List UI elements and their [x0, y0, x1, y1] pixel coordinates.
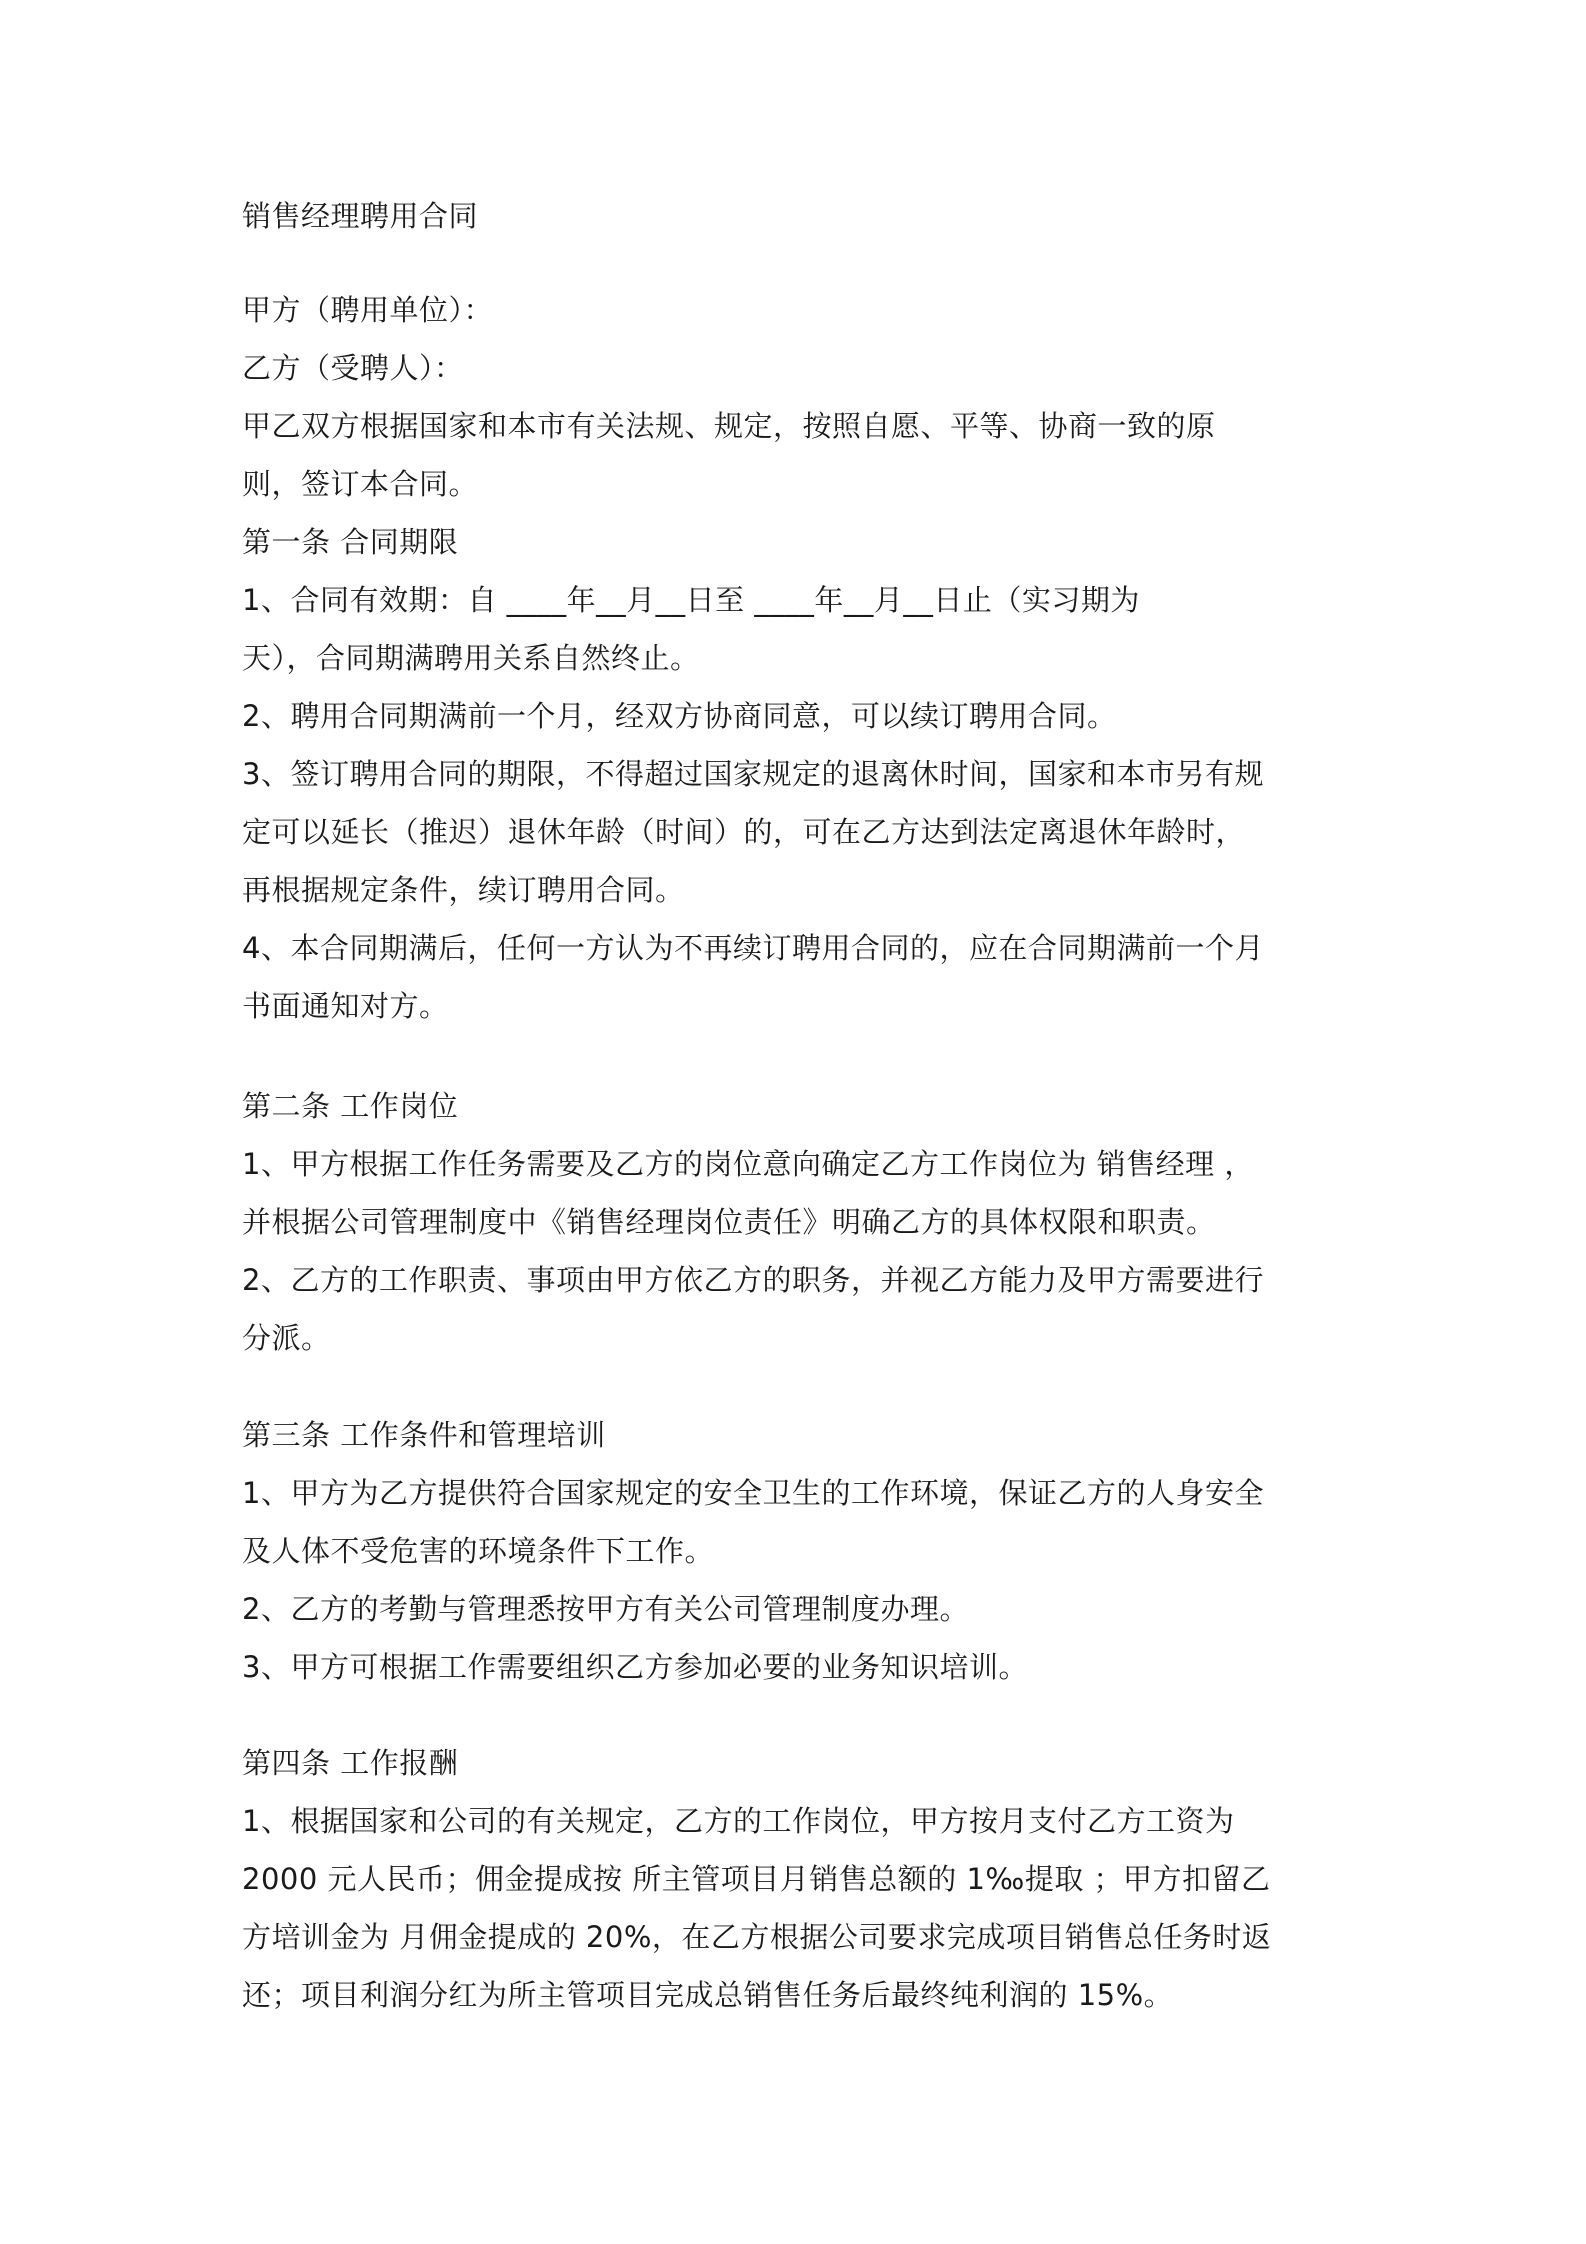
article-3-heading: 第三条 工作条件和管理培训	[242, 1418, 606, 1452]
article-4-item-1-line-2: 2000 元人民币；佣金提成按 所主管项目月销售总额的 1‰提取 ；甲方扣留乙	[242, 1862, 1271, 1896]
article-1-item-1-line-1: 1、合同有效期：自 ____年__月__日至 ____年__月__日止（实习期为	[242, 583, 1140, 617]
article-1-item-3-line-3: 再根据规定条件，续订聘用合同。	[242, 873, 685, 907]
article-2-item-2-line-2: 分派。	[242, 1321, 331, 1355]
article-4-item-1-line-3: 方培训金为 月佣金提成的 20%，在乙方根据公司要求完成项目销售总任务时返	[242, 1920, 1272, 1954]
article-2-item-1-line-2: 并根据公司管理制度中《销售经理岗位责任》明确乙方的具体权限和职责。	[242, 1205, 1216, 1239]
article-2-item-2-line-1: 2、乙方的工作职责、事项由甲方依乙方的职务，并视乙方能力及甲方需要进行	[242, 1263, 1264, 1297]
preamble-line-1: 甲乙双方根据国家和本市有关法规、规定，按照自愿、平等、协商一致的原	[242, 409, 1216, 443]
party-a-line: 甲方（聘用单位）：	[242, 293, 494, 327]
article-3-item-1-line-2: 及人体不受危害的环境条件下工作。	[242, 1534, 715, 1568]
party-b-line: 乙方（受聘人）：	[242, 351, 464, 385]
article-3-item-3: 3、甲方可根据工作需要组织乙方参加必要的业务知识培训。	[242, 1650, 1028, 1684]
article-4-item-1-line-1: 1、根据国家和公司的有关规定，乙方的工作岗位，甲方按月支付乙方工资为	[242, 1804, 1235, 1838]
section-3-work-conditions	[242, 1406, 1264, 1696]
article-4-heading: 第四条 工作报酬	[242, 1746, 459, 1780]
article-2-item-1-line-1: 1、甲方根据工作任务需要及乙方的岗位意向确定乙方工作岗位为 销售经理 ，	[242, 1147, 1254, 1181]
section-4-remuneration	[242, 1734, 1271, 2024]
document-title: 销售经理聘用合同	[242, 199, 479, 233]
section-2-work-position	[242, 1077, 1264, 1367]
article-4-item-1-line-4: 还；项目利润分红为所主管项目完成总销售任务后最终纯利润的 15%。	[242, 1978, 1174, 2012]
article-1-item-3-line-2: 定可以延长（推迟）退休年龄（时间）的，可在乙方达到法定离退休年龄时，	[242, 815, 1246, 849]
article-3-item-2: 2、乙方的考勤与管理悉按甲方有关公司管理制度办理。	[242, 1592, 969, 1626]
article-1-item-3-line-1: 3、签订聘用合同的期限，不得超过国家规定的退离休时间，国家和本市另有规	[242, 757, 1264, 791]
article-2-heading: 第二条 工作岗位	[242, 1089, 459, 1123]
article-1-item-2: 2、聘用合同期满前一个月，经双方协商同意，可以续订聘用合同。	[242, 699, 1117, 733]
article-1-heading: 第一条 合同期限	[242, 525, 459, 559]
article-3-item-1-line-1: 1、甲方为乙方提供符合国家规定的安全卫生的工作环境，保证乙方的人身安全	[242, 1476, 1264, 1510]
section-1-parties-and-term	[242, 281, 1264, 1035]
preamble-line-2: 则，签订本合同。	[242, 467, 479, 501]
article-1-item-4-line-2: 书面通知对方。	[242, 989, 449, 1023]
article-1-item-1-line-2: 天），合同期满聘用关系自然终止。	[242, 641, 700, 675]
article-1-item-4-line-1: 4、本合同期满后，任何一方认为不再续订聘用合同的，应在合同期满前一个月	[242, 931, 1264, 965]
